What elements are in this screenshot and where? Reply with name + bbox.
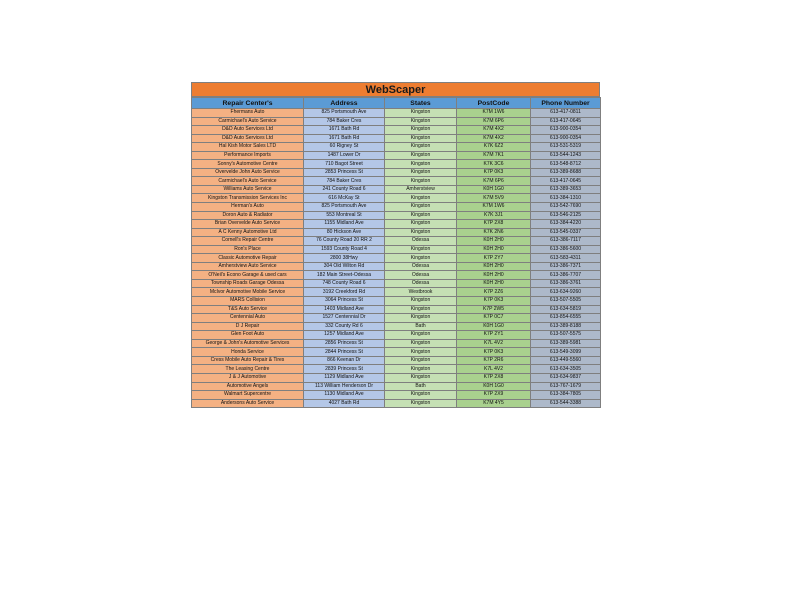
table-row — [192, 203, 601, 212]
states-cell: Odessa — [385, 271, 457, 280]
phone-number-cell: 613-507-5505 — [531, 297, 601, 306]
states-cell: Kingston — [385, 365, 457, 374]
table-row — [192, 271, 601, 280]
repair-center-cell: Herman's Auto — [192, 203, 304, 212]
repair-center-cell: Kingston Transmission Services Inc — [192, 194, 304, 203]
states-cell: Kingston — [385, 228, 457, 237]
phone-number-cell: 613-545-0337 — [531, 228, 601, 237]
postcode-cell: K7M 6P6 — [457, 177, 531, 186]
address-cell: 3064 Princess St — [304, 297, 385, 306]
address-cell: 4027 Bath Rd — [304, 399, 385, 408]
repair-center-cell: T&S Auto Service — [192, 305, 304, 314]
address-cell: 1671 Bath Rd — [304, 134, 385, 143]
states-cell: Kingston — [385, 391, 457, 400]
address-cell: 1527 Centennial Dr — [304, 314, 385, 323]
table-body — [192, 109, 601, 408]
postcode-cell: K7M 4Y5 — [457, 399, 531, 408]
repair-center-cell: Automotive Angels — [192, 382, 304, 391]
postcode-cell: K7P 0K3 — [457, 168, 531, 177]
repair-centers-table — [191, 97, 601, 408]
repair-center-cell: Cress Mobile Auto Repair & Tires — [192, 356, 304, 365]
postcode-cell: K7P 0C7 — [457, 314, 531, 323]
address-cell: 1130 Midland Ave — [304, 391, 385, 400]
repair-center-cell: Township Roads Garage Odessa — [192, 279, 304, 288]
table-row — [192, 288, 601, 297]
postcode-cell: K7L 4V2 — [457, 365, 531, 374]
states-cell: Kingston — [385, 348, 457, 357]
phone-number-cell: 613-389-5981 — [531, 339, 601, 348]
phone-number-cell: 613-417-0645 — [531, 177, 601, 186]
phone-number-cell: 613-449-5560 — [531, 356, 601, 365]
address-cell: 2839 Princess St — [304, 365, 385, 374]
table-row — [192, 373, 601, 382]
phone-number-cell: 613-900-0354 — [531, 134, 601, 143]
postcode-cell: K7M 6P6 — [457, 117, 531, 126]
address-cell: 825 Portsmouth Ave — [304, 203, 385, 212]
postcode-cell: K0H 1G0 — [457, 185, 531, 194]
phone-number-cell: 613-544-1243 — [531, 151, 601, 160]
repair-center-cell: MARS Collision — [192, 297, 304, 306]
postcode-cell: K7P 2X8 — [457, 373, 531, 382]
table-row — [192, 382, 601, 391]
address-cell: 182 Main Street-Odessa — [304, 271, 385, 280]
header-postcode: PostCode — [457, 98, 531, 109]
phone-number-cell: 613-386-7117 — [531, 237, 601, 246]
states-cell: Kingston — [385, 220, 457, 229]
states-cell: Kingston — [385, 143, 457, 152]
postcode-cell: K0H 2H0 — [457, 262, 531, 271]
states-cell: Bath — [385, 322, 457, 331]
repair-center-cell: Amherstview Auto Service — [192, 262, 304, 271]
table-row — [192, 109, 601, 118]
address-cell: 76 County Road 20 RR 2 — [304, 237, 385, 246]
table-row — [192, 194, 601, 203]
table-row — [192, 117, 601, 126]
repair-center-cell: The Leasing Centre — [192, 365, 304, 374]
sheet-title: WebScaper — [191, 82, 600, 97]
repair-center-cell: Andersons Auto Service — [192, 399, 304, 408]
postcode-cell: K0H 2H0 — [457, 271, 531, 280]
table-row — [192, 237, 601, 246]
phone-number-cell: 613-546-2125 — [531, 211, 601, 220]
repair-center-cell: O'Neil's Econo Garage & used cars — [192, 271, 304, 280]
repair-center-cell: Sonny's Automotive Centre — [192, 160, 304, 169]
table-row — [192, 305, 601, 314]
table-row — [192, 177, 601, 186]
repair-center-cell: Walmart Supercentre — [192, 391, 304, 400]
postcode-cell: K0H 2H0 — [457, 245, 531, 254]
phone-number-cell: 613-549-3099 — [531, 348, 601, 357]
repair-center-cell: Williams Auto Service — [192, 185, 304, 194]
states-cell: Kingston — [385, 109, 457, 118]
address-cell: 332 County Rd 6 — [304, 322, 385, 331]
phone-number-cell: 613-389-8188 — [531, 322, 601, 331]
phone-number-cell: 613-634-9837 — [531, 373, 601, 382]
table-row — [192, 168, 601, 177]
postcode-cell: K7M 4X2 — [457, 126, 531, 135]
repair-center-cell: D&D Auto Services Ltd — [192, 126, 304, 135]
repair-center-cell: Glen Foot Auto — [192, 331, 304, 340]
spreadsheet — [191, 82, 600, 408]
address-cell: 1593 County Road 4 — [304, 245, 385, 254]
phone-number-cell: 613-386-5600 — [531, 245, 601, 254]
phone-number-cell: 613-900-0354 — [531, 126, 601, 135]
phone-number-cell: 613-384-1310 — [531, 194, 601, 203]
repair-center-cell: Honda Service — [192, 348, 304, 357]
table-row — [192, 399, 601, 408]
states-cell: Kingston — [385, 254, 457, 263]
phone-number-cell: 613-417-0811 — [531, 109, 601, 118]
table-row — [192, 151, 601, 160]
address-cell: 1403 Midland Ave — [304, 305, 385, 314]
phone-number-cell: 613-384-4220 — [531, 220, 601, 229]
address-cell: 616 McKay St — [304, 194, 385, 203]
states-cell: Kingston — [385, 297, 457, 306]
states-cell: Amherstview — [385, 185, 457, 194]
repair-center-cell: Brian Overvelde Auto Service — [192, 220, 304, 229]
repair-center-cell: Performance Imports — [192, 151, 304, 160]
table-row — [192, 262, 601, 271]
states-cell: Kingston — [385, 314, 457, 323]
table-row — [192, 356, 601, 365]
phone-number-cell: 613-854-6555 — [531, 314, 601, 323]
repair-center-cell: Centennial Auto — [192, 314, 304, 323]
postcode-cell: K7K 6Z2 — [457, 143, 531, 152]
postcode-cell: K7K 2N6 — [457, 228, 531, 237]
table-row — [192, 254, 601, 263]
repair-center-cell: Hal Kish Motor Sales LTD — [192, 143, 304, 152]
postcode-cell: K7P 2R6 — [457, 356, 531, 365]
phone-number-cell: 613-386-7371 — [531, 262, 601, 271]
states-cell: Odessa — [385, 237, 457, 246]
phone-number-cell: 613-583-4311 — [531, 254, 601, 263]
postcode-cell: K7L 4V2 — [457, 339, 531, 348]
table-row — [192, 228, 601, 237]
states-cell: Kingston — [385, 356, 457, 365]
repair-center-cell: D&D Auto Services Ltd — [192, 134, 304, 143]
phone-number-cell: 613-634-3505 — [531, 365, 601, 374]
states-cell: Kingston — [385, 339, 457, 348]
address-cell: 784 Baker Cres — [304, 177, 385, 186]
table-row — [192, 331, 601, 340]
states-cell: Odessa — [385, 262, 457, 271]
states-cell: Kingston — [385, 373, 457, 382]
table-row — [192, 339, 601, 348]
states-cell: Westbrook — [385, 288, 457, 297]
address-cell: 1129 Midland Ave — [304, 373, 385, 382]
states-cell: Kingston — [385, 126, 457, 135]
states-cell: Bath — [385, 382, 457, 391]
postcode-cell: K7K 3C6 — [457, 160, 531, 169]
table-row — [192, 245, 601, 254]
phone-number-cell: 613-634-5819 — [531, 305, 601, 314]
postcode-cell: K7M 7K1 — [457, 151, 531, 160]
states-cell: Kingston — [385, 203, 457, 212]
postcode-cell: K7K 3J1 — [457, 211, 531, 220]
states-cell: Kingston — [385, 211, 457, 220]
address-cell: 784 Baker Cres — [304, 117, 385, 126]
phone-number-cell: 613-386-3761 — [531, 279, 601, 288]
address-cell: 825 Portsmouth Ave — [304, 109, 385, 118]
repair-center-cell: George & John's Automotive Services — [192, 339, 304, 348]
states-cell: Kingston — [385, 331, 457, 340]
address-cell: 2853 Princess St — [304, 168, 385, 177]
states-cell: Kingston — [385, 305, 457, 314]
repair-center-cell: Classic Automotive Repair — [192, 254, 304, 263]
address-cell: 710 Bagot Street — [304, 160, 385, 169]
postcode-cell: K7P 2Y7 — [457, 254, 531, 263]
states-cell: Kingston — [385, 151, 457, 160]
header-row — [192, 98, 601, 109]
table-row — [192, 391, 601, 400]
repair-center-cell: McIvor Automotive Mobile Service — [192, 288, 304, 297]
repair-center-cell: Doron Auto & Radiator — [192, 211, 304, 220]
states-cell: Kingston — [385, 160, 457, 169]
states-cell: Kingston — [385, 117, 457, 126]
states-cell: Kingston — [385, 245, 457, 254]
header-phone-number: Phone Number — [531, 98, 601, 109]
postcode-cell: K0H 2H0 — [457, 279, 531, 288]
phone-number-cell: 613-389-3653 — [531, 185, 601, 194]
address-cell: 2800 38Hwy — [304, 254, 385, 263]
phone-number-cell: 613-542-7690 — [531, 203, 601, 212]
postcode-cell: K0H 1G0 — [457, 382, 531, 391]
repair-center-cell: Carmichael's Auto Service — [192, 177, 304, 186]
address-cell: 1155 Midland Ave — [304, 220, 385, 229]
postcode-cell: K7M 1W6 — [457, 203, 531, 212]
postcode-cell: K7P 2Z6 — [457, 288, 531, 297]
postcode-cell: K7P 2Y1 — [457, 331, 531, 340]
phone-number-cell: 613-389-8688 — [531, 168, 601, 177]
address-cell: 748 County Road 6 — [304, 279, 385, 288]
postcode-cell: K7P 0K3 — [457, 297, 531, 306]
phone-number-cell: 613-548-8712 — [531, 160, 601, 169]
address-cell: 113 William Henderson Dr — [304, 382, 385, 391]
states-cell: Kingston — [385, 194, 457, 203]
table-row — [192, 160, 601, 169]
table-row — [192, 279, 601, 288]
repair-center-cell: Ron's Place — [192, 245, 304, 254]
phone-number-cell: 613-544-3388 — [531, 399, 601, 408]
postcode-cell: K0H 2H0 — [457, 237, 531, 246]
table-row — [192, 211, 601, 220]
states-cell: Kingston — [385, 134, 457, 143]
table-row — [192, 134, 601, 143]
table-row — [192, 185, 601, 194]
address-cell: 1487 Lower Dr — [304, 151, 385, 160]
postcode-cell: K7P 2X9 — [457, 391, 531, 400]
repair-center-cell: D J Repair — [192, 322, 304, 331]
repair-center-cell: Carmichael's Auto Service — [192, 117, 304, 126]
address-cell: 2844 Princess St — [304, 348, 385, 357]
postcode-cell: K7M 1W6 — [457, 109, 531, 118]
postcode-cell: K7M 4X2 — [457, 134, 531, 143]
table-row — [192, 220, 601, 229]
address-cell: 304 Old Wilton Rd — [304, 262, 385, 271]
postcode-cell: K7P 0K3 — [457, 348, 531, 357]
postcode-cell: K7M 5V9 — [457, 194, 531, 203]
address-cell: 2856 Princess St — [304, 339, 385, 348]
phone-number-cell: 613-507-5575 — [531, 331, 601, 340]
header-address: Address — [304, 98, 385, 109]
address-cell: 866 Keenan Dr — [304, 356, 385, 365]
repair-center-cell: J & J Automotive — [192, 373, 304, 382]
address-cell: 80 Hickson Ave — [304, 228, 385, 237]
phone-number-cell: 613-386-7707 — [531, 271, 601, 280]
phone-number-cell: 613-384-7805 — [531, 391, 601, 400]
phone-number-cell: 613-634-9260 — [531, 288, 601, 297]
table-row — [192, 126, 601, 135]
table-row — [192, 365, 601, 374]
address-cell: 1671 Bath Rd — [304, 126, 385, 135]
header-states: States — [385, 98, 457, 109]
states-cell: Kingston — [385, 168, 457, 177]
table-row — [192, 143, 601, 152]
repair-center-cell: Cornell's Repair Centre — [192, 237, 304, 246]
postcode-cell: K7P 2X8 — [457, 220, 531, 229]
repair-center-cell: Overvelde John Auto Service — [192, 168, 304, 177]
header-repair-center: Repair Center's — [192, 98, 304, 109]
postcode-cell: K7P 2W5 — [457, 305, 531, 314]
states-cell: Kingston — [385, 399, 457, 408]
table-row — [192, 322, 601, 331]
address-cell: 553 Montreal St — [304, 211, 385, 220]
states-cell: Kingston — [385, 177, 457, 186]
address-cell: 1257 Midland Ave — [304, 331, 385, 340]
address-cell: 3192 Creekford Rd — [304, 288, 385, 297]
address-cell: 241 County Road 6 — [304, 185, 385, 194]
phone-number-cell: 613-767-1679 — [531, 382, 601, 391]
table-row — [192, 314, 601, 323]
table-row — [192, 297, 601, 306]
address-cell: 60 Rigney St — [304, 143, 385, 152]
phone-number-cell: 613-417-0645 — [531, 117, 601, 126]
table-row — [192, 348, 601, 357]
repair-center-cell: Fhermans Auto — [192, 109, 304, 118]
repair-center-cell: A C Kenny Automotive Ltd — [192, 228, 304, 237]
states-cell: Odessa — [385, 279, 457, 288]
phone-number-cell: 613-531-5319 — [531, 143, 601, 152]
postcode-cell: K0H 1G0 — [457, 322, 531, 331]
